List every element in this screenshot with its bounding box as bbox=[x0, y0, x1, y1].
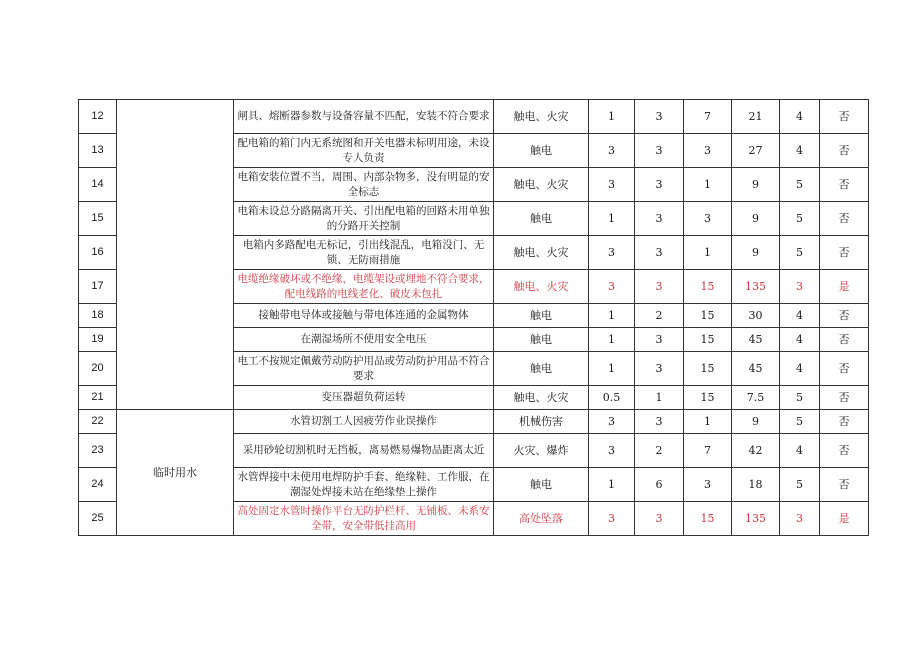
risk-score-cell: 45 bbox=[732, 328, 780, 352]
row-number-cell: 14 bbox=[79, 168, 117, 202]
consequence-cell: 15 bbox=[684, 328, 732, 352]
row-number-cell: 16 bbox=[79, 236, 117, 270]
hazard-description-cell: 闸具、熔断器参数与设备容量不匹配，安装不符合要求 bbox=[234, 100, 494, 134]
likelihood-cell: 1 bbox=[589, 304, 635, 328]
consequence-cell: 15 bbox=[684, 352, 732, 386]
risk-score-cell: 42 bbox=[732, 434, 780, 468]
row-number-cell: 13 bbox=[79, 134, 117, 168]
major-risk-cell: 否 bbox=[820, 236, 869, 270]
exposure-cell: 3 bbox=[635, 134, 684, 168]
exposure-cell: 3 bbox=[635, 202, 684, 236]
accident-type-cell: 触电 bbox=[494, 468, 589, 502]
risk-level-cell: 4 bbox=[780, 304, 820, 328]
row-number-cell: 12 bbox=[79, 100, 117, 134]
risk-score-cell: 9 bbox=[732, 236, 780, 270]
risk-level-cell: 5 bbox=[780, 410, 820, 434]
exposure-cell: 3 bbox=[635, 270, 684, 304]
accident-type-cell: 触电 bbox=[494, 352, 589, 386]
row-number-cell: 25 bbox=[79, 502, 117, 536]
likelihood-cell: 1 bbox=[589, 468, 635, 502]
likelihood-cell: 1 bbox=[589, 328, 635, 352]
likelihood-cell: 1 bbox=[589, 202, 635, 236]
row-number-cell: 20 bbox=[79, 352, 117, 386]
hazard-description-cell: 水管焊接中未使用电焊防护手套、绝缘鞋、工作服，在潮湿处焊接未站在绝缘垫上操作 bbox=[234, 468, 494, 502]
likelihood-cell: 3 bbox=[589, 270, 635, 304]
consequence-cell: 15 bbox=[684, 304, 732, 328]
risk-score-cell: 21 bbox=[732, 100, 780, 134]
likelihood-cell: 0.5 bbox=[589, 386, 635, 410]
major-risk-cell: 否 bbox=[820, 134, 869, 168]
likelihood-cell: 1 bbox=[589, 100, 635, 134]
likelihood-cell: 3 bbox=[589, 410, 635, 434]
major-risk-cell: 是 bbox=[820, 270, 869, 304]
table-row bbox=[79, 100, 869, 134]
risk-level-cell: 5 bbox=[780, 468, 820, 502]
accident-type-cell: 触电、火灾 bbox=[494, 100, 589, 134]
hazard-description-cell: 变压器超负荷运转 bbox=[234, 386, 494, 410]
accident-type-cell: 触电、火灾 bbox=[494, 270, 589, 304]
risk-table-page bbox=[78, 99, 869, 536]
exposure-cell: 3 bbox=[635, 352, 684, 386]
accident-type-cell: 触电、火灾 bbox=[494, 168, 589, 202]
category-cell-electric bbox=[117, 100, 234, 410]
hazard-description-cell: 高处固定水管时操作平台无防护栏杆、无铺板、未系安全带，安全带低挂高用 bbox=[234, 502, 494, 536]
table-row bbox=[79, 410, 869, 434]
exposure-cell: 2 bbox=[635, 434, 684, 468]
risk-score-cell: 7.5 bbox=[732, 386, 780, 410]
exposure-cell: 2 bbox=[635, 304, 684, 328]
risk-level-cell: 4 bbox=[780, 434, 820, 468]
risk-level-cell: 5 bbox=[780, 386, 820, 410]
accident-type-cell: 火灾、爆炸 bbox=[494, 434, 589, 468]
major-risk-cell: 否 bbox=[820, 410, 869, 434]
likelihood-cell: 1 bbox=[589, 352, 635, 386]
risk-score-cell: 9 bbox=[732, 202, 780, 236]
accident-type-cell: 触电 bbox=[494, 202, 589, 236]
risk-level-cell: 5 bbox=[780, 236, 820, 270]
row-number-cell: 21 bbox=[79, 386, 117, 410]
major-risk-cell: 否 bbox=[820, 100, 869, 134]
risk-level-cell: 4 bbox=[780, 134, 820, 168]
row-number-cell: 19 bbox=[79, 328, 117, 352]
row-number-cell: 22 bbox=[79, 410, 117, 434]
risk-score-cell: 27 bbox=[732, 134, 780, 168]
likelihood-cell: 3 bbox=[589, 168, 635, 202]
accident-type-cell: 触电 bbox=[494, 304, 589, 328]
risk-score-cell: 9 bbox=[732, 168, 780, 202]
risk-level-cell: 4 bbox=[780, 100, 820, 134]
exposure-cell: 3 bbox=[635, 100, 684, 134]
exposure-cell: 3 bbox=[635, 502, 684, 536]
accident-type-cell: 触电 bbox=[494, 328, 589, 352]
major-risk-cell: 否 bbox=[820, 328, 869, 352]
risk-level-cell: 3 bbox=[780, 502, 820, 536]
major-risk-cell: 否 bbox=[820, 386, 869, 410]
likelihood-cell: 3 bbox=[589, 134, 635, 168]
accident-type-cell: 机械伤害 bbox=[494, 410, 589, 434]
accident-type-cell: 高处坠落 bbox=[494, 502, 589, 536]
row-number-cell: 24 bbox=[79, 468, 117, 502]
accident-type-cell: 触电、火灾 bbox=[494, 236, 589, 270]
exposure-cell: 3 bbox=[635, 410, 684, 434]
risk-score-cell: 45 bbox=[732, 352, 780, 386]
row-number-cell: 23 bbox=[79, 434, 117, 468]
major-risk-cell: 是 bbox=[820, 502, 869, 536]
exposure-cell: 3 bbox=[635, 328, 684, 352]
exposure-cell: 3 bbox=[635, 236, 684, 270]
consequence-cell: 1 bbox=[684, 410, 732, 434]
consequence-cell: 7 bbox=[684, 434, 732, 468]
risk-level-cell: 4 bbox=[780, 352, 820, 386]
consequence-cell: 7 bbox=[684, 100, 732, 134]
accident-type-cell: 触电 bbox=[494, 134, 589, 168]
likelihood-cell: 3 bbox=[589, 236, 635, 270]
risk-score-cell: 9 bbox=[732, 410, 780, 434]
exposure-cell: 6 bbox=[635, 468, 684, 502]
risk-score-cell: 135 bbox=[732, 502, 780, 536]
consequence-cell: 3 bbox=[684, 134, 732, 168]
hazard-description-cell: 采用砂轮切割机时无挡板，离易燃易爆物品距离太近 bbox=[234, 434, 494, 468]
risk-score-cell: 30 bbox=[732, 304, 780, 328]
likelihood-cell: 3 bbox=[589, 502, 635, 536]
hazard-description-cell: 电工不按规定佩戴劳动防护用品或劳动防护用品不符合要求 bbox=[234, 352, 494, 386]
risk-level-cell: 5 bbox=[780, 202, 820, 236]
risk-level-cell: 4 bbox=[780, 328, 820, 352]
accident-type-cell: 触电、火灾 bbox=[494, 386, 589, 410]
major-risk-cell: 否 bbox=[820, 434, 869, 468]
hazard-description-cell: 在潮湿场所不使用安全电压 bbox=[234, 328, 494, 352]
consequence-cell: 15 bbox=[684, 270, 732, 304]
consequence-cell: 15 bbox=[684, 386, 732, 410]
row-number-cell: 18 bbox=[79, 304, 117, 328]
risk-level-cell: 3 bbox=[780, 270, 820, 304]
major-risk-cell: 否 bbox=[820, 468, 869, 502]
hazard-description-cell: 水管切割工人因疲劳作业误操作 bbox=[234, 410, 494, 434]
hazard-description-cell: 配电箱的箱门内无系统图和开关电器未标明用途，未设专人负责 bbox=[234, 134, 494, 168]
consequence-cell: 3 bbox=[684, 202, 732, 236]
consequence-cell: 1 bbox=[684, 168, 732, 202]
major-risk-cell: 否 bbox=[820, 202, 869, 236]
hazard-description-cell: 电箱未设总分路隔离开关、引出配电箱的回路未用单独的分路开关控制 bbox=[234, 202, 494, 236]
risk-assessment-table bbox=[78, 99, 869, 536]
risk-level-cell: 5 bbox=[780, 168, 820, 202]
hazard-description-cell: 电箱内多路配电无标记，引出线混乱，电箱没门、无锁、无防雨措施 bbox=[234, 236, 494, 270]
exposure-cell: 3 bbox=[635, 168, 684, 202]
row-number-cell: 15 bbox=[79, 202, 117, 236]
hazard-description-cell: 电箱安装位置不当，周围、内部杂物多，没有明显的安全标志 bbox=[234, 168, 494, 202]
row-number-cell: 17 bbox=[79, 270, 117, 304]
consequence-cell: 3 bbox=[684, 468, 732, 502]
consequence-cell: 15 bbox=[684, 502, 732, 536]
risk-score-cell: 18 bbox=[732, 468, 780, 502]
exposure-cell: 1 bbox=[635, 386, 684, 410]
risk-score-cell: 135 bbox=[732, 270, 780, 304]
hazard-description-cell: 电缆绝缘破坏或不绝缘，电缆架设或埋地不符合要求，配电线路的电线老化、破皮未包扎 bbox=[234, 270, 494, 304]
consequence-cell: 1 bbox=[684, 236, 732, 270]
major-risk-cell: 否 bbox=[820, 304, 869, 328]
major-risk-cell: 否 bbox=[820, 168, 869, 202]
category-cell-temp-water: 临时用水 bbox=[117, 410, 234, 536]
major-risk-cell: 否 bbox=[820, 352, 869, 386]
table-body bbox=[79, 100, 869, 536]
hazard-description-cell: 接触带电导体或接触与带电体连通的金属物体 bbox=[234, 304, 494, 328]
likelihood-cell: 3 bbox=[589, 434, 635, 468]
